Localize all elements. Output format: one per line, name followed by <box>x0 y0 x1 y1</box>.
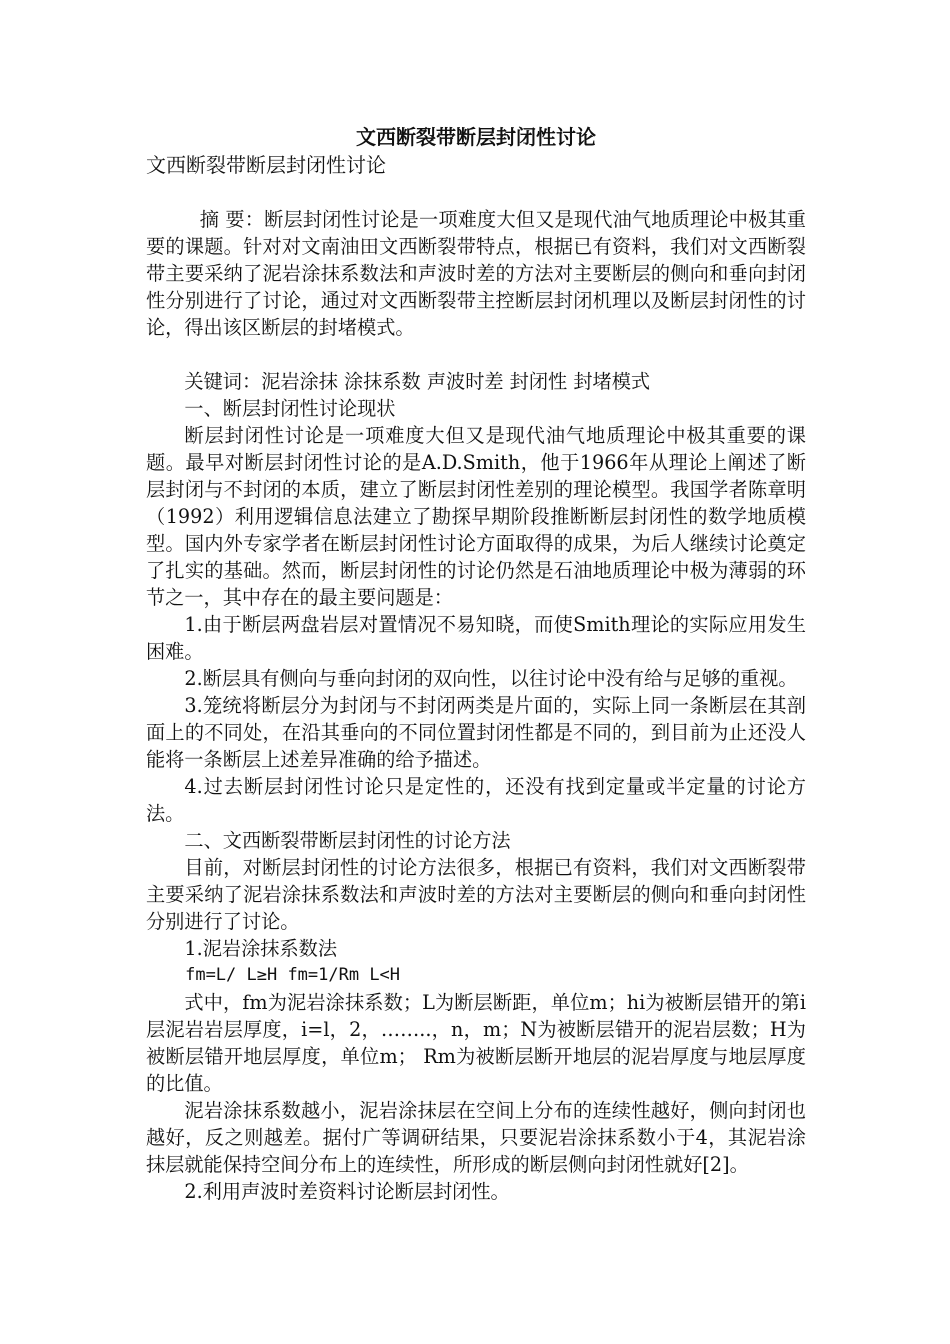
method2-heading: 2.利用声波时差资料讨论断层封闭性。 <box>184 1180 510 1203</box>
method1-paragraph: 泥岩涂抹系数越小，泥岩涂抹层在空间上分布的连续性越好，侧向封闭也越好，反之则越差。据付广等调研结果，只要泥岩涂抹系数小于4，其泥岩涂抹层就能保持空间分布上的连续性，所形成的断层侧向封闭性就好[2]。 <box>146 1099 806 1176</box>
problem-item-3: 3.笼统将断层分为封闭与不封闭两类是片面的，实际上同一条断层在其剖面上的不同处，在沿其垂向的不同位置封闭性都是不同的，到目前为止还没人能将一条断层上述差异准确的给予描述。 <box>146 694 806 771</box>
section2-heading: 二、文西断裂带断层封闭性的讨论方法 <box>184 829 511 852</box>
formula-line: fm=L/ L≥H fm=1/Rm L<H <box>185 965 401 985</box>
formula-explanation: 式中，fm为泥岩涂抹系数；L为断层断距，单位m；hi为被断层错开的第i层泥岩岩层厚度，i=l，2，……..，n，m；N为被断层错开的泥岩层数；H为被断层错开地层厚度，单位m； Rm为被断层断开地层的泥岩厚度与地层厚度的比值。 <box>146 991 806 1095</box>
keywords-line: 关键词：泥岩涂抹 涂抹系数 声波时差 封闭性 封堵模式 <box>184 370 651 393</box>
section1-paragraph: 断层封闭性讨论是一项难度大但又是现代油气地质理论中极其重要的课题。最早对断层封闭性讨论的是A.D.Smith，他于1966年从理论上阐述了断层封闭与不封闭的本质，建立了断层封闭性差别的理论模型。我国学者陈章明（1992）利用逻辑信息法建立了勘探早期阶段推断断层封闭性的数学地质模型。国内外专家学者在断层封闭性讨论方面取得的成果，为后人继续讨论奠定了扎实的基础。然而，断层封闭性的讨论仍然是石油地质理论中极为薄弱的环节之一，其中存在的最主要问题是： <box>146 424 806 609</box>
problem-item-1: 1.由于断层两盘岩层对置情况不易知晓，而使Smith理论的实际应用发生困难。 <box>146 613 806 663</box>
abstract-paragraph: 摘 要：断层封闭性讨论是一项难度大但又是现代油气地质理论中极其重要的课题。针对对文南油田文西断裂带特点，根据已有资料，我们对文西断裂带主要采纳了泥岩涂抹系数法和声波时差的方法对主要断层的侧向和垂向封闭性分别进行了讨论，通过对文西断裂带主控断层封闭机理以及断层封闭性的讨论，得出该区断层的封堵模式。 <box>146 208 806 339</box>
method1-heading: 1.泥岩涂抹系数法 <box>184 937 338 960</box>
problem-item-2: 2.断层具有侧向与垂向封闭的双向性，以往讨论中没有给与足够的重视。 <box>184 667 798 690</box>
document-page <box>146 122 806 1205</box>
problem-item-4: 4.过去断层封闭性讨论只是定性的，还没有找到定量或半定量的讨论方法。 <box>146 775 806 825</box>
document-subtitle: 文西断裂带断层封闭性讨论 <box>146 153 386 177</box>
document-title: 文西断裂带断层封闭性讨论 <box>356 125 596 149</box>
blank-line <box>146 341 806 368</box>
section1-heading: 一、断层封闭性讨论现状 <box>184 397 396 420</box>
blank-line <box>146 179 806 206</box>
section2-paragraph: 目前，对断层封闭性的讨论方法很多，根据已有资料，我们对文西断裂带主要采纳了泥岩涂抹系数法和声波时差的方法对主要断层的侧向和垂向封闭性分别进行了讨论。 <box>146 856 806 933</box>
